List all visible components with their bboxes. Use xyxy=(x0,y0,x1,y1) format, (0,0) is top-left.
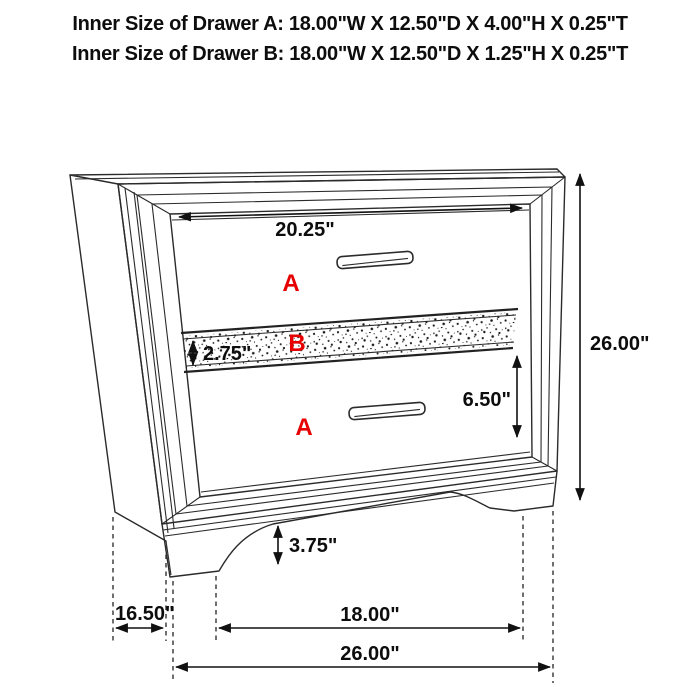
foot-height-value: 3.75" xyxy=(289,535,338,557)
drawer-handle-top xyxy=(337,251,414,269)
drawer-a-top xyxy=(172,210,529,269)
middle-tray-label: B xyxy=(288,330,306,357)
bottom-drawer-height-value: 6.50" xyxy=(462,389,511,411)
drawer-b-size-note: Inner Size of Drawer B: 18.00"W X 12.50"D X 1.25"H X 0.25"T xyxy=(71,43,628,65)
drawer-opening-width-value: 20.25" xyxy=(275,219,335,241)
dimension-side-depth xyxy=(115,603,175,628)
between-legs-width-value: 18.00" xyxy=(340,604,400,626)
drawer-a-size-note: Inner Size of Drawer A: 18.00"W X 12.50"D X 4.00"H X 0.25"T xyxy=(72,13,628,35)
dimension-bottom-drawer-height xyxy=(463,356,517,437)
drawer-a-bottom xyxy=(201,402,530,492)
dimension-between-legs-width xyxy=(219,604,520,628)
top-panel xyxy=(70,169,565,184)
overall-width-value: 26.00" xyxy=(340,643,400,665)
dimension-overall-width xyxy=(176,643,550,667)
base-and-feet xyxy=(162,471,557,577)
overall-height-value: 26.00" xyxy=(590,333,650,355)
tray-height-value: 2.75" xyxy=(203,343,252,365)
bottom-drawer-label: A xyxy=(295,414,313,441)
drawer-handle-bottom xyxy=(349,402,426,420)
left-side-panel xyxy=(70,175,174,541)
dimension-foot-height xyxy=(278,526,337,564)
dimension-overall-height xyxy=(580,174,650,500)
top-drawer-label: A xyxy=(282,270,300,297)
side-depth-value: 16.50" xyxy=(115,603,175,625)
